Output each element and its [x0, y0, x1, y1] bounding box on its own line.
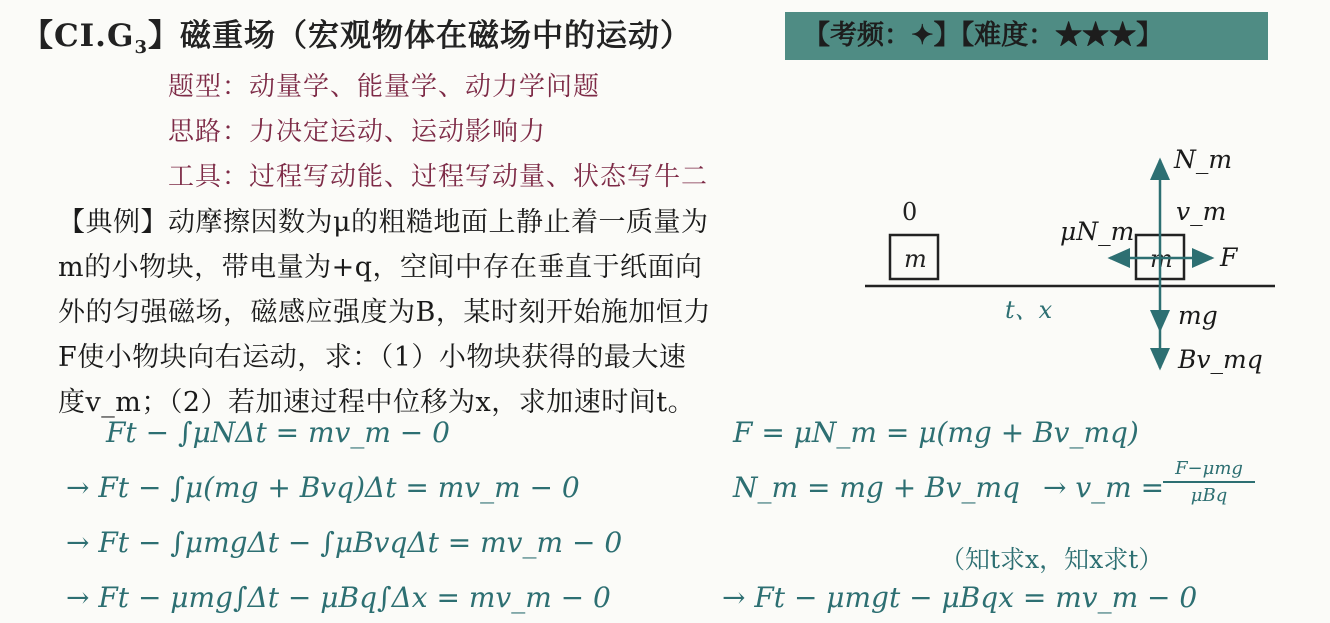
velocity-label: v_m — [1176, 197, 1227, 226]
approach-line: 思路：力决定运动、运动影响力 — [168, 117, 547, 147]
equation-momentum-4: → Ft − μmg∫Δt − μBq∫Δx = mv_m − 0 — [66, 581, 611, 614]
equation-momentum-2: → Ft − ∫μ(mg + Bvq)Δt = mv_m − 0 — [66, 471, 580, 504]
section-code-end: 】 — [147, 18, 180, 54]
fraction-denominator: μBq — [1190, 485, 1228, 506]
equation-final: → Ft − μmgt − μBqx = mv_m − 0 — [722, 581, 1198, 614]
equation-equilibrium: F = μN_m = μ(mg + Bv_mq) — [733, 416, 1139, 449]
section-code: 【CI.G — [22, 18, 135, 54]
start-marker: 0 — [902, 198, 918, 226]
force-diagram — [860, 140, 1290, 390]
solution-note: （知t求x，知x求t） — [940, 545, 1164, 574]
gravity-label: mg — [1178, 301, 1218, 330]
problem-line: 【典例】动摩擦因数为μ的粗糙地面上静止着一质量为 — [58, 207, 709, 238]
equation-momentum-1: Ft − ∫μNΔt = mv_m − 0 — [106, 416, 450, 449]
velocity-fraction — [1163, 458, 1255, 506]
normal-force-label: N_m — [1174, 145, 1233, 174]
section-title — [22, 10, 692, 58]
segment-label: t、x — [1005, 296, 1053, 324]
example-problem — [58, 200, 848, 425]
tools-line: 工具：过程写动能、过程写动量、状态写牛二 — [168, 162, 709, 192]
lorentz-force-label: Bv_mq — [1178, 345, 1263, 374]
fraction-numerator: F−μmg — [1163, 458, 1255, 483]
question-type-line: 题型：动量学、能量学、动力学问题 — [168, 72, 601, 102]
problem-line: F使小物块向右运动，求：（1）小物块获得的最大速 — [58, 342, 687, 373]
moving-block-label: m — [1150, 245, 1173, 273]
equation-normal-force: N_m = mg + Bv_mq — [733, 471, 1020, 504]
problem-line: 度v_m；（2）若加速过程中位移为x，求加速时间t。 — [58, 387, 696, 418]
start-block-label: m — [904, 245, 927, 273]
problem-line: m的小物块，带电量为+q，空间中存在垂直于纸面向 — [58, 252, 703, 283]
frequency-difficulty-badge: 【考频：✦】【难度：★★★】 — [785, 12, 1268, 60]
friction-label: μN_m — [1060, 217, 1135, 246]
section-title-text: 磁重场（宏观物体在磁场中的运动） — [179, 18, 692, 54]
equation-momentum-3: → Ft − ∫μmgΔt − ∫μBvqΔt = mv_m − 0 — [66, 526, 623, 559]
applied-force-label: F — [1220, 243, 1238, 272]
equation-max-velocity: → v_m = — [1043, 471, 1165, 504]
problem-line: 外的匀强磁场，磁感应强度为B，某时刻开始施加恒力 — [58, 297, 711, 328]
section-code-subscript: 3 — [134, 37, 148, 59]
